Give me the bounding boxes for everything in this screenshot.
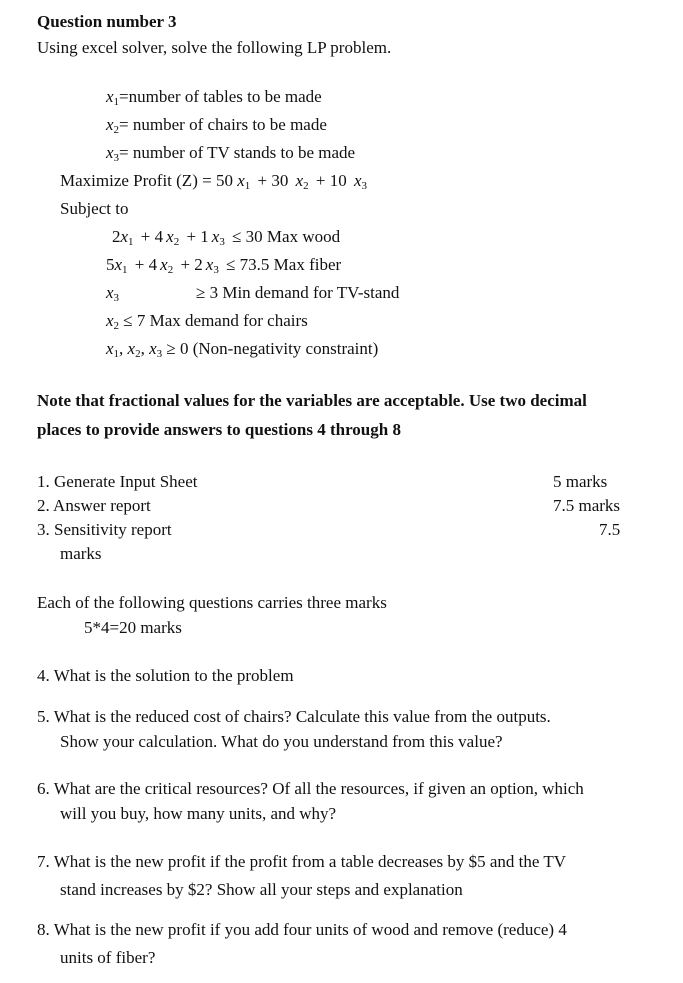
question-5-line-2: Show your calculation. What do you understand from this value? [60, 732, 503, 751]
constraint-chair-demand: $x_2 \le 7$ Max demand for chairs [106, 311, 308, 332]
each-question-marks: Each of the following questions carries three marks [37, 593, 387, 612]
question-7-line-2: stand increases by $2? Show all your steps and explanation [60, 880, 463, 899]
constraint-non-negativity: $x_1$, $x_2$, $x_3 \ge 0$ (Non-negativity constraint) [106, 339, 379, 360]
question-4: 4. What is the solution to the problem [37, 666, 294, 685]
task-marks-3: 7.5 [599, 520, 621, 539]
constraint-tv-demand-var: $x_3$ [106, 283, 120, 304]
question-6-line-2: will you buy, how many units, and why? [60, 804, 337, 823]
subject-to-label: Subject to [60, 199, 129, 218]
question-6-line-1: 6. What are the critical resources? Of all the resources, if given an option, which [37, 779, 584, 798]
total-marks: 5*4=20 marks [84, 618, 182, 637]
definition-x3: $x_3=$ number of TV stands to be made [106, 143, 356, 164]
constraint-wood: $2x_1 + 4$ $x_2 + 1$ $x_3 \le 30$ Max wood [112, 227, 341, 248]
definition-x2: $x_2=$ number of chairs to be made [106, 115, 327, 136]
note-line-2: places to provide answers to questions 4 through 8 [37, 420, 401, 439]
constraint-tv-demand: ≥ 3 Min demand for TV-stand [196, 283, 400, 302]
task-item-2: 2. Answer report [37, 496, 151, 515]
task-marks-2: 7.5 marks [553, 496, 621, 515]
question-title: Question number 3 [37, 12, 177, 31]
question-8-line-1: 8. What is the new profit if you add four units of wood and remove (reduce) 4 [37, 920, 567, 939]
task-item-3: 3. Sensitivity report [37, 520, 172, 539]
definition-x1: $x_1=number$ of tables to be made [106, 87, 322, 108]
objective-function: Maximize Profit (Z) = 50 $x_1 + 30$ $x_2 + 10$ $x_3$ [60, 171, 368, 192]
question-5-line-1: 5. What is the reduced cost of chairs? Calculate this value from the outputs. [37, 707, 551, 726]
question-8-line-2: units of fiber? [60, 948, 156, 967]
task-marks-1: 5 marks [553, 472, 608, 491]
note-line-1: Note that fractional values for the variables are acceptable. Use two decimal [37, 391, 587, 410]
task-marks-wrap: marks [60, 544, 102, 563]
task-item-1: 1. Generate Input Sheet [37, 472, 198, 491]
instruction-text: Using excel solver, solve the following LP problem. [37, 38, 392, 57]
constraint-fiber: $5x_1 + 4$ $x_2 + 2$ $x_3 \le 73.5$ Max fiber [106, 255, 342, 276]
question-7-line-1: 7. What is the new profit if the profit from a table decreases by $5 and the TV [37, 852, 567, 871]
